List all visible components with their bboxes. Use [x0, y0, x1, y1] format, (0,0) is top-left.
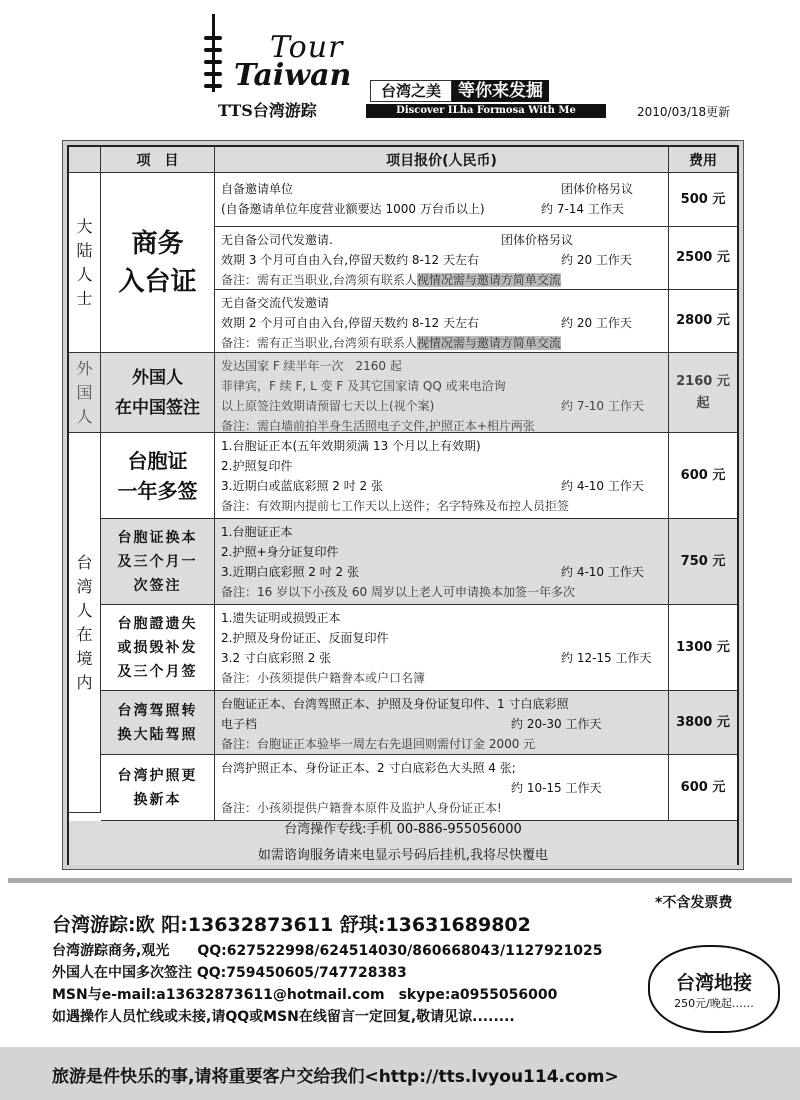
cloud-title: 台湾地接: [675, 971, 752, 994]
contact-msn-email: MSN与e-mail:a13632873611@hotmail.com skype:a0955056000: [52, 987, 558, 1003]
header-quote: 项目报价(人民币): [215, 147, 669, 173]
tagline-bar: [0, 1047, 800, 1100]
fee-business-1: 500 元: [669, 173, 737, 227]
quote-tbz-lost: 1.遗失证明或损毁正本 2.护照及身份证正、反面复印件 3.2 寸白底彩照 2 张 约 12-15 工作天 备注：小孩须提供户籍誊本或户口名簿: [215, 605, 669, 691]
brand-name: TTS台湾游踪: [218, 101, 317, 120]
group-in-taiwan: 台 湾 人 在 境 内: [69, 433, 101, 813]
quote-tbz-renew: 1.台胞证正本 2.护照+身分证复印件 3.近期白底彩照 2 吋 2 张 约 4-10 工作天 备注：16 岁以下小孩及 60 周岁以上老人可申请换本加签一年多次: [215, 519, 669, 605]
callback-text: 如需谘询服务请来电显示号码后挂机,我将尽快覆电: [257, 848, 549, 863]
section-divider: [8, 878, 792, 883]
quote-business-1: 自备邀请单位 团体价格另议 (自备邀请单位年度营业额要达 1000 万台币以上) 约 7-14 工作天: [215, 173, 669, 227]
slogan-banner: [370, 80, 549, 102]
item-tbz-lost: 台胞證遗失 或损毁补发 及三个月签: [101, 605, 215, 691]
fee-tbz-lost: 1300 元: [669, 605, 737, 691]
price-table-frame: [62, 140, 744, 870]
fee-license-convert: 3800 元: [669, 691, 737, 755]
quote-foreigner: 发达国家 F 续半年一次 2160 起 菲律宾，F 续 F, L 变 F 及其它国家请 QQ 或来电洽询 以上原签注效期请预留七天以上(视个案) 约 7-10 工作天 备注：需白墙前拍半身生活照电子文件,护照正本+相片两张: [215, 353, 669, 433]
fee-business-3: 2800 元: [669, 290, 737, 353]
contact-business-qq: 台湾游踪商务,观光 QQ:627522998/624514030/860668043/1127921025: [52, 943, 603, 959]
fee-business-2: 2500 元: [669, 227, 737, 290]
quote-tbz-one-year: 1.台胞证正本(五年效期须满 13 个月以上有效期) 2.护照复印件 3.近期白或蓝底彩照 2 吋 2 张 约 4-10 工作天 备注：有效期内提前七工作天以上送件；名字特殊及布控人员拒签: [215, 433, 669, 519]
quote-business-3: 无自备交流代发邀请 效期 2 个月可自由入台,停留天数约 8-12 天左右 约 20 工作天 备注：需有正当职业,台湾须有联系人视情况需与邀请方简单交流: [215, 290, 669, 353]
item-tbz-one-year: 台胞证 一年多签: [101, 433, 215, 519]
contact-foreigner-qq: 外国人在中国多次签注 QQ:759450605/747728383: [52, 965, 407, 981]
update-date: 2010/03/18更新: [637, 105, 731, 119]
discover-banner: Discover ILha Formosa With Me: [366, 104, 606, 118]
group-mainland: 大 陆 人 士: [69, 173, 101, 353]
cloud-price: 250元/晚起……: [674, 996, 754, 1010]
slogan-left: 台湾之美: [370, 80, 452, 102]
quote-passport-renew: 台湾护照正本、身份证正本、2 寸白底彩色大头照 4 张; 约 10-15 工作天 备注：小孩须提供户籍誊本原件及监护人身份证正本!: [215, 755, 669, 821]
header-blank: [69, 147, 101, 173]
group-foreigner: 外 国 人: [69, 353, 101, 433]
quote-license-convert: 台胞证正本、台湾驾照正本、护照及身份证复印件、1 寸白底彩照 电子档 约 20-30 工作天 备注：台胞证正本验毕一周左右先退回则需付订金 2000 元: [215, 691, 669, 755]
item-passport-renew: 台湾护照更 换新本: [101, 755, 215, 821]
logo-tour-text: Tour: [270, 30, 344, 65]
tagline-text: 旅游是件快乐的事,请将重要客户交给我们<http://tts.lvyou114.com>: [52, 1067, 619, 1087]
hotline-text: 台湾操作专线:手机 00-886-955056000: [284, 822, 522, 837]
slogan-right: 等你来发掘: [452, 80, 549, 102]
contact-busy-note: 如遇操作人员忙线或未接,请QQ或MSN在线留言一定回复,敬请见谅........: [52, 1009, 515, 1025]
logo-taiwan-text: Taiwan: [234, 58, 352, 93]
fee-foreigner: 2160 元 起: [669, 353, 737, 433]
hotline-footer: [69, 821, 737, 865]
fee-tbz-one-year: 600 元: [669, 433, 737, 519]
header-fee: 费用: [669, 147, 737, 173]
contact-block: [52, 910, 602, 1028]
taipei101-logo-icon: [202, 14, 224, 94]
fee-tbz-renew: 750 元: [669, 519, 737, 605]
item-foreigner-visa: 外国人 在中国签注: [101, 353, 215, 433]
local-reception-cloud: [648, 945, 780, 1033]
item-license-convert: 台湾驾照转 换大陆驾照: [101, 691, 215, 755]
price-table: [67, 145, 739, 865]
fee-passport-renew: 600 元: [669, 755, 737, 821]
item-business-permit: 商务 入台证: [101, 173, 215, 353]
contact-phones: 台湾游踪:欧 阳:13632873611 舒琪:13631689802: [52, 914, 531, 936]
no-invoice-note: *不含发票费: [655, 895, 733, 911]
quote-business-2: 无自备公司代发邀请. 团体价格另议 效期 3 个月可自由入台,停留天数约 8-12 天左右 约 20 工作天 备注：需有正当职业,台湾须有联系人视情况需与邀请方简单交流: [215, 227, 669, 290]
item-tbz-renew: 台胞证换本 及三个月一 次签注: [101, 519, 215, 605]
header-item: 项 目: [101, 147, 215, 173]
